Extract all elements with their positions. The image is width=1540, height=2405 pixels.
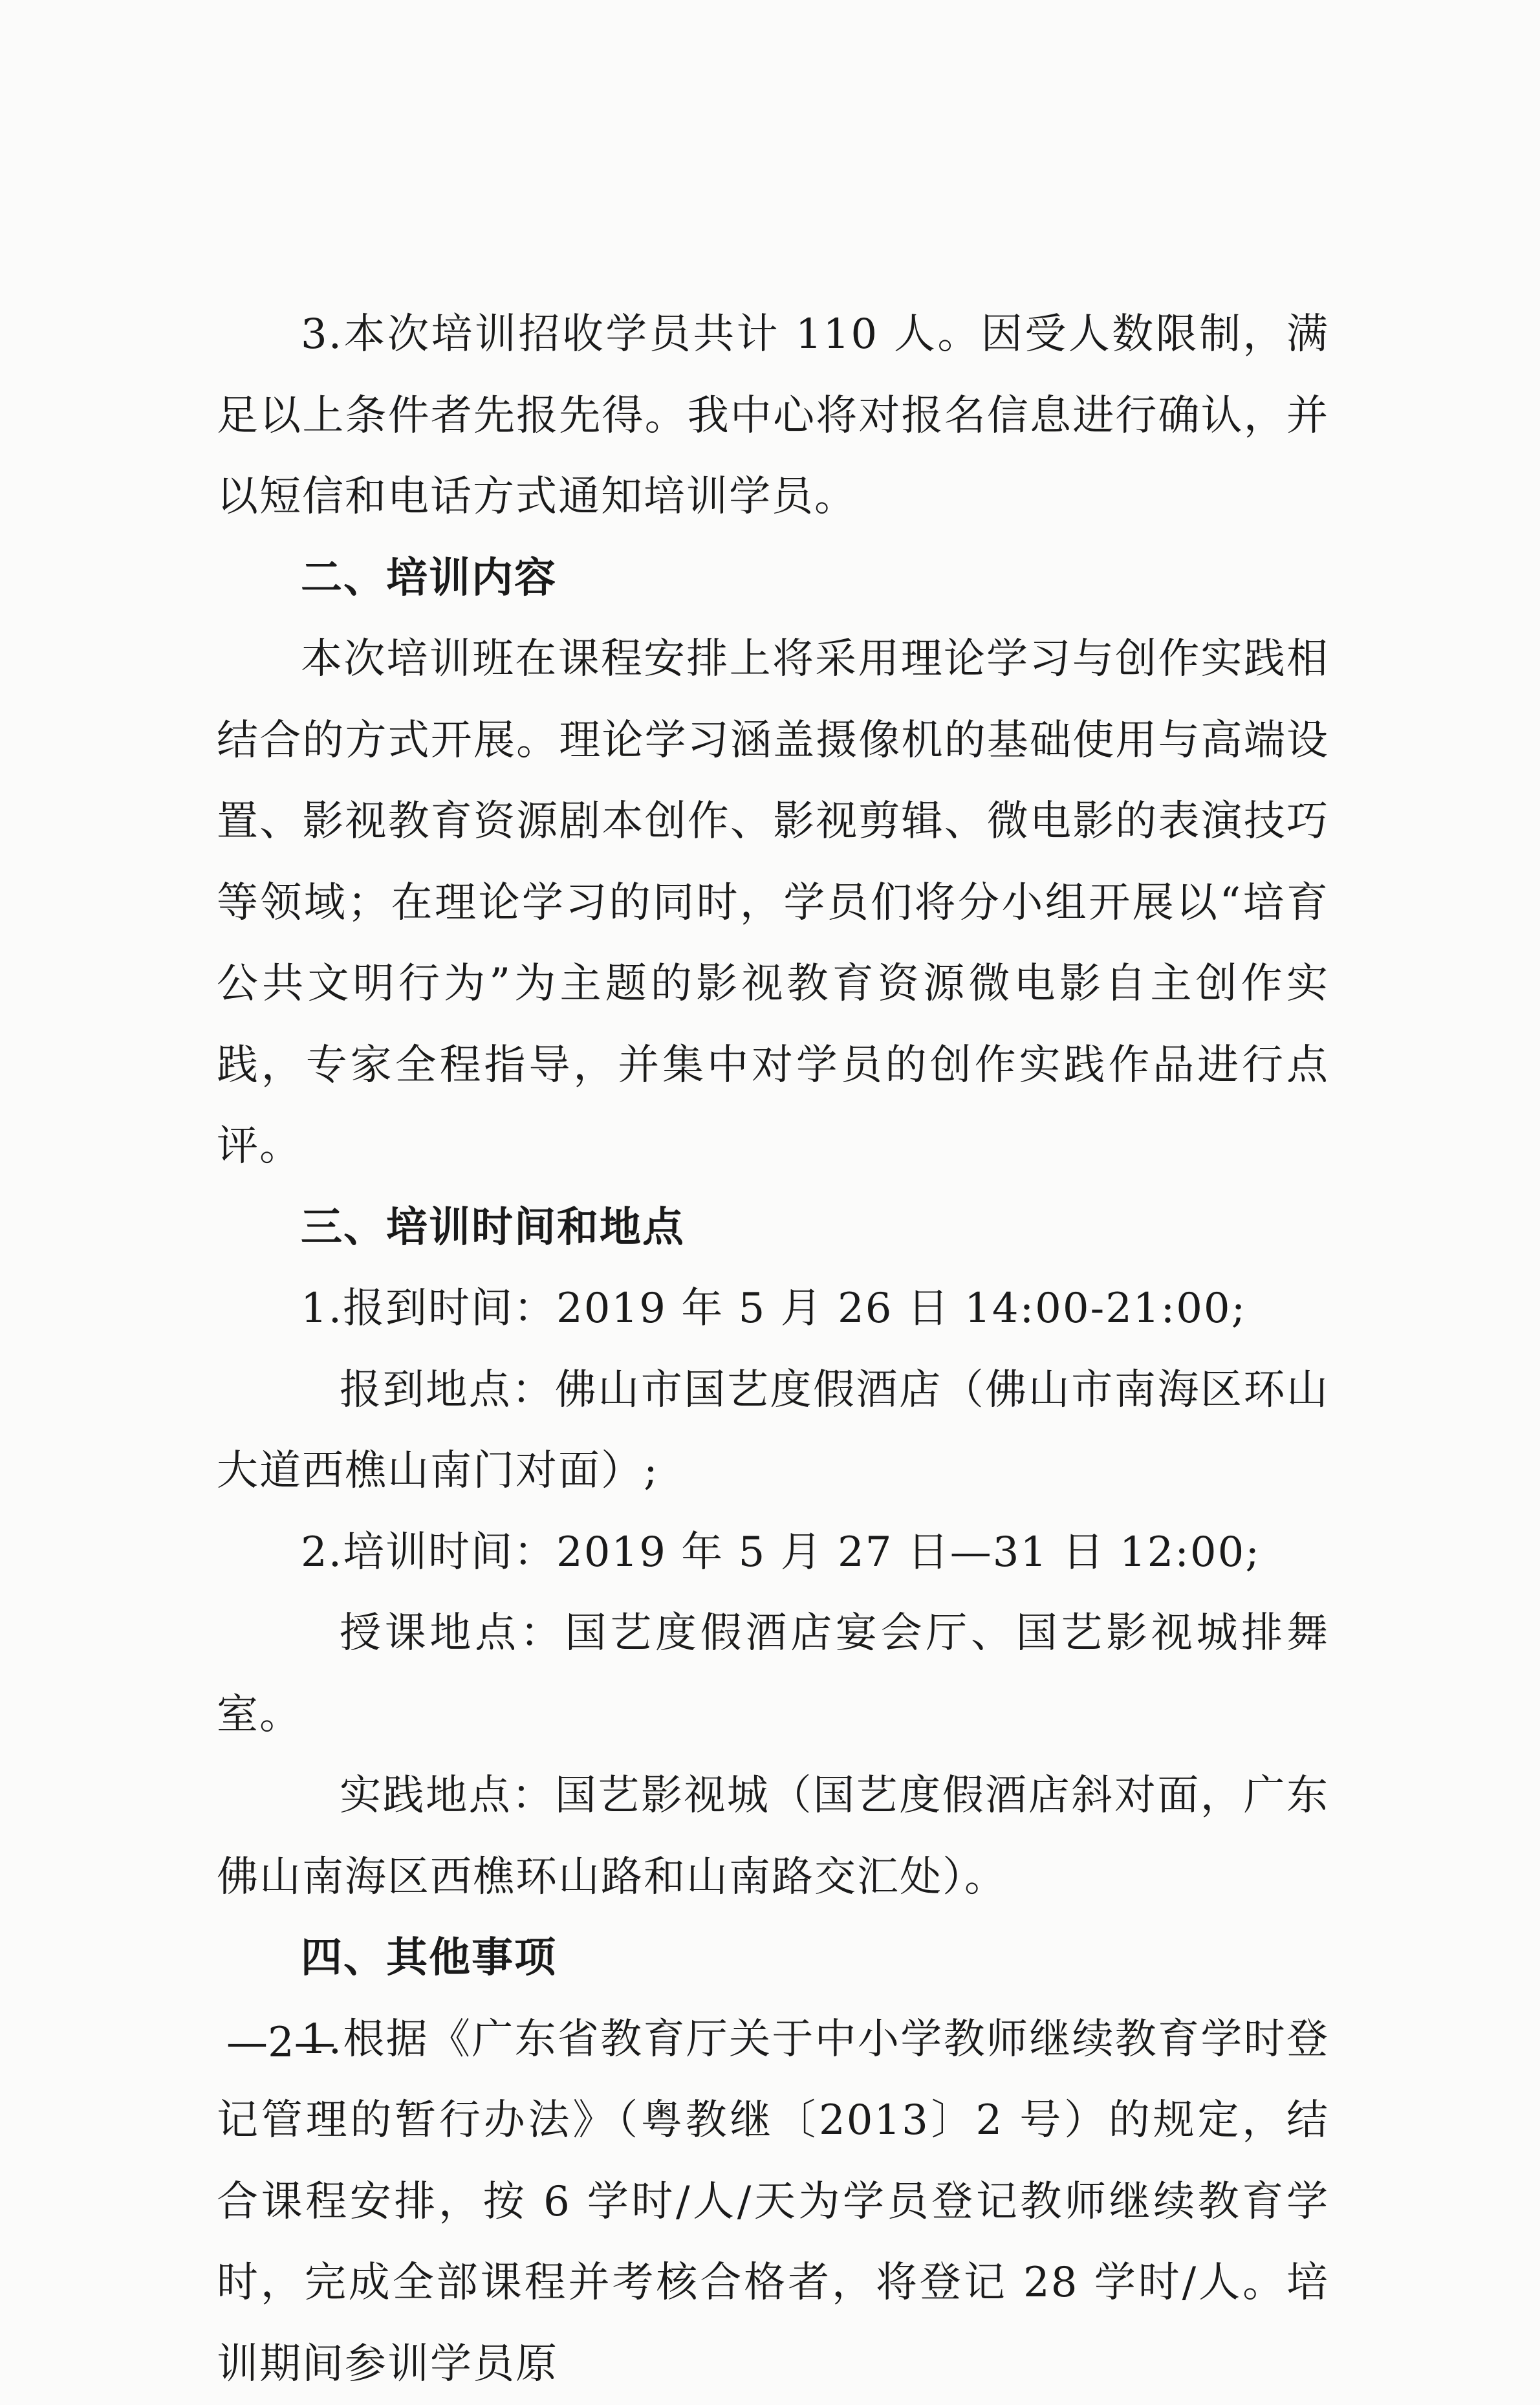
paragraph-registration-place: 报到地点：佛山市国艺度假酒店（佛山市南海区环山大道西樵山南门对面）; [217, 1350, 1329, 1512]
paragraph-credit-hours: 1.根据《广东省教育厅关于中小学教师继续教育学时登记管理的暂行办法》（粤教继〔2013〕2 号）的规定，结合课程安排，按 6 学时/人/天为学员登记教师继续教育学时，完成全部课程并考核合格者，将登记 28 学时/人。培训期间参训学员原 [217, 1999, 1329, 2405]
heading-training-content: 二、培训内容 [217, 538, 1329, 620]
heading-other-matters: 四、其他事项 [217, 1918, 1329, 1999]
paragraph-enrollment: 3.本次培训招收学员共计 110 人。因受人数限制，满足以上条件者先报先得。我中心将对报名信息进行确认，并以短信和电话方式通知培训学员。 [217, 294, 1329, 538]
paragraph-training-time: 2.培训时间：2019 年 5 月 27 日—31 日 12:00; [217, 1512, 1329, 1594]
page-number: —2— [226, 2017, 336, 2069]
paragraph-registration-time: 1.报到时间：2019 年 5 月 26 日 14:00-21:00; [217, 1268, 1329, 1350]
paragraph-lecture-place: 授课地点：国艺度假酒店宴会厅、国艺影视城排舞室。 [217, 1593, 1329, 1756]
heading-time-and-place: 三、培训时间和地点 [217, 1188, 1329, 1269]
paragraph-training-content: 本次培训班在课程安排上将采用理论学习与创作实践相结合的方式开展。理论学习涵盖摄像机的基础使用与高端设置、影视教育资源剧本创作、影视剪辑、微电影的表演技巧等领域；在理论学习的同时，学员们将分小组开展以“培育公共文明行为”为主题的影视教育资源微电影自主创作实践，专家全程指导，并集中对学员的创作实践作品进行点评。 [217, 619, 1329, 1188]
document-body [217, 294, 1329, 2405]
paragraph-practice-place: 实践地点：国艺影视城（国艺度假酒店斜对面，广东佛山南海区西樵环山路和山南路交汇处）。 [217, 1756, 1329, 1918]
